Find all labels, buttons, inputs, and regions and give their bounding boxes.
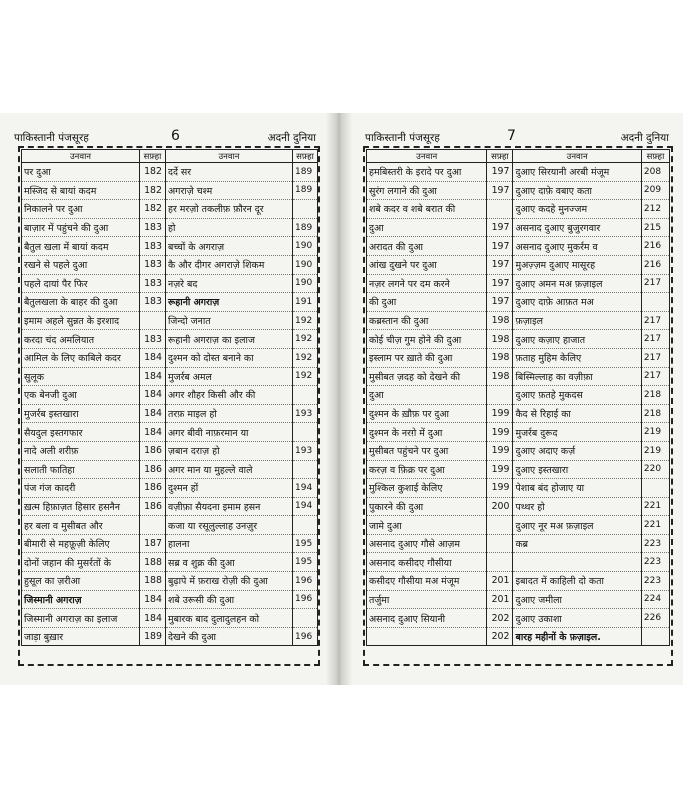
- entry-title: पहले दायां पैर फिर: [22, 274, 140, 293]
- entry-title: फ़ज़ाइल: [513, 311, 641, 330]
- entry-page: [487, 516, 513, 535]
- table-row: [22, 237, 318, 256]
- left-page: [6, 126, 324, 666]
- entry-page: 226: [641, 609, 669, 628]
- entry-title: जिन्दो जनात: [166, 311, 293, 330]
- entry-page: 189: [293, 163, 318, 182]
- entry-title: नादे अली शरीफ़: [22, 441, 140, 460]
- entry-title: इमाम अहले सुन्नत के इरशाद: [22, 311, 140, 330]
- entry-page: 184: [140, 423, 166, 442]
- entry-title: एक बेनजी दुआ: [22, 386, 140, 405]
- entry-page: 223: [641, 572, 669, 591]
- entry-title: पेशाब बंद होजाए या: [513, 479, 641, 498]
- entry-page: 201: [487, 572, 513, 591]
- entry-page: 199: [487, 404, 513, 423]
- entry-page: 217: [641, 274, 669, 293]
- entry-page: 217: [641, 311, 669, 330]
- left-running-right: अदनी दुनिया: [267, 132, 316, 144]
- entry-page: 220: [641, 460, 669, 479]
- entry-page: 219: [641, 423, 669, 442]
- entry-page: 183: [140, 218, 166, 237]
- entry-title: देखने की दुआ: [166, 627, 293, 646]
- entry-page: 187: [140, 534, 166, 553]
- entry-page: 224: [641, 590, 669, 609]
- entry-title: आंख दुखने पर दुआ: [367, 255, 487, 274]
- entry-page: [293, 200, 318, 219]
- entry-page: 184: [140, 348, 166, 367]
- entry-title: [367, 627, 487, 646]
- entry-title: बाज़ार में पहुंचने की दुआ: [22, 218, 140, 237]
- table-row: [22, 572, 318, 591]
- entry-page: 183: [140, 293, 166, 312]
- entry-title: दुआए जमीला: [513, 590, 641, 609]
- entry-page: [140, 516, 166, 535]
- entry-page: 192: [293, 348, 318, 367]
- entry-title: मुश्किल कुशाई केलिए: [367, 479, 487, 498]
- right-running-title: पाकिस्तानी पंजसूरह: [365, 132, 440, 144]
- table-row: [367, 218, 670, 237]
- table-row: [22, 609, 318, 628]
- entry-page: 200: [487, 497, 513, 516]
- entry-page: [641, 293, 669, 312]
- entry-title: अरादत की दुआ: [367, 237, 487, 256]
- table-row: [367, 348, 670, 367]
- entry-page: 192: [293, 330, 318, 349]
- entry-title: दुश्मन को दोस्त बनाने का: [166, 348, 293, 367]
- entry-page: [487, 553, 513, 572]
- table-row: [22, 293, 318, 312]
- entry-page: 215: [641, 218, 669, 237]
- entry-title: हमबिस्तरी के इरादे पर दुआ: [367, 163, 487, 182]
- entry-title: नज़र लगने पर दम करने: [367, 274, 487, 293]
- entry-title: बैतुलखला के बाहर की दुआ: [22, 293, 140, 312]
- entry-title: मुसीबत ज़दह को देखने की: [367, 367, 487, 386]
- entry-page: 188: [140, 572, 166, 591]
- table-row: [367, 367, 670, 386]
- entry-page: [641, 627, 669, 646]
- entry-page: [487, 200, 513, 219]
- entry-title: मस्जिद से बायां कदम: [22, 181, 140, 200]
- right-running-right: अदनी दुनिया: [620, 132, 669, 144]
- entry-title: रूहानी अगराज़: [166, 293, 293, 312]
- entry-page: 184: [140, 590, 166, 609]
- entry-page: 216: [641, 237, 669, 256]
- entry-title: दुआ: [367, 218, 487, 237]
- entry-title: अगर मान या मुहल्ले वाले: [166, 460, 293, 479]
- entry-title: पंज गंज कादरी: [22, 479, 140, 498]
- table-row: [22, 404, 318, 423]
- entry-title: दुआए अदाए कर्ज़: [513, 441, 641, 460]
- entry-title: सलाती फातिहा: [22, 460, 140, 479]
- entry-page: 202: [487, 609, 513, 628]
- entry-title: दुआ: [367, 386, 487, 405]
- entry-page: 186: [140, 460, 166, 479]
- entry-title: जामे दुआ: [367, 516, 487, 535]
- entry-page: 197: [487, 163, 513, 182]
- entry-page: 218: [641, 404, 669, 423]
- entry-page: 223: [641, 534, 669, 553]
- table-row: [22, 460, 318, 479]
- entry-page: 217: [641, 330, 669, 349]
- entry-title: मुजर्रब दुरूद: [513, 423, 641, 442]
- entry-page: 184: [140, 404, 166, 423]
- entry-title: अगराज़े चश्म: [166, 181, 293, 200]
- entry-title: हो: [166, 218, 293, 237]
- table-row: [22, 348, 318, 367]
- entry-title: जिस्मानी अगराज़: [22, 590, 140, 609]
- entry-title: रूहानी अगराज़ का इलाज: [166, 330, 293, 349]
- entry-title: असनाद दुआए मुकर्रम व: [513, 237, 641, 256]
- entry-title: बीमारी से महफ़ूज़ी केलिए: [22, 534, 140, 553]
- entry-page: 223: [641, 553, 669, 572]
- entry-page: 193: [293, 441, 318, 460]
- entry-title: दुश्मन के ख़ौफ़ पर दुआ: [367, 404, 487, 423]
- entry-page: 190: [293, 274, 318, 293]
- entry-title: सैयदुल इस्तगफार: [22, 423, 140, 442]
- entry-page: 184: [140, 367, 166, 386]
- entry-title: सुलूक: [22, 367, 140, 386]
- entry-page: [293, 460, 318, 479]
- entry-page: 189: [293, 218, 318, 237]
- table-row: [367, 404, 670, 423]
- entry-title: रखने से पहले दुआ: [22, 255, 140, 274]
- column-header-page: सफ़्हा: [140, 150, 166, 163]
- entry-page: 182: [140, 163, 166, 182]
- table-row: [22, 200, 318, 219]
- entry-page: 197: [487, 274, 513, 293]
- table-row: [22, 330, 318, 349]
- entry-title: अगर शौहर किसी और की: [166, 386, 293, 405]
- table-row: [22, 590, 318, 609]
- entry-title: तरफ़ माइल हो: [166, 404, 293, 423]
- table-row: [22, 516, 318, 535]
- entry-title: जिस्मानी अगराज़ का इलाज: [22, 609, 140, 628]
- entry-page: 221: [641, 497, 669, 516]
- entry-title: दुश्मन के नरग़े में दुआ: [367, 423, 487, 442]
- entry-page: 196: [293, 572, 318, 591]
- entry-title: दुआए कदहे मुनज्जम: [513, 200, 641, 219]
- entry-title: बच्चों के अगराज़: [166, 237, 293, 256]
- table-row: [367, 572, 670, 591]
- table-row: [367, 423, 670, 442]
- entry-title: दुआए नूर मअ फ़ज़ाइल: [513, 516, 641, 535]
- entry-page: [293, 423, 318, 442]
- table-row: [367, 627, 670, 646]
- table-row: [22, 441, 318, 460]
- entry-title: दुआए फ़तहे मुकदस: [513, 386, 641, 405]
- table-row: [367, 386, 670, 405]
- entry-page: 196: [293, 590, 318, 609]
- table-row: [22, 423, 318, 442]
- entry-page: 186: [140, 497, 166, 516]
- entry-title: ख़त्म हिफ़ाज़त हिसार हसनैन: [22, 497, 140, 516]
- entry-page: 183: [140, 255, 166, 274]
- entry-page: 184: [140, 609, 166, 628]
- entry-title: असनाद दुआए सियानी: [367, 609, 487, 628]
- entry-page: 197: [487, 237, 513, 256]
- left-page-header: [6, 126, 324, 146]
- entry-page: 183: [140, 237, 166, 256]
- table-row: [367, 163, 670, 182]
- entry-title: दुआए दाफ़े आफ़त मअ: [513, 293, 641, 312]
- entry-title: कजा या रसूलुल्लाह उनज़ुर: [166, 516, 293, 535]
- entry-title: दुआए इस्तखारा: [513, 460, 641, 479]
- table-row: [367, 516, 670, 535]
- entry-page: 190: [293, 237, 318, 256]
- table-row: [367, 609, 670, 628]
- table-row: [367, 237, 670, 256]
- entry-title: मुसीबत पहुंचने पर दुआ: [367, 441, 487, 460]
- entry-page: 198: [487, 348, 513, 367]
- entry-title: कसीदए गौसीया मअ मंजूम: [367, 572, 487, 591]
- entry-page: 192: [293, 311, 318, 330]
- entry-title: बिस्मिल्लाह का वज़ीफ़ा: [513, 367, 641, 386]
- entry-title: इस्लाम पर ख़ाते की दुआ: [367, 348, 487, 367]
- table-row: [22, 218, 318, 237]
- right-page-number: 7: [507, 128, 516, 144]
- entry-title: आमिल के लिए काबिले कदर: [22, 348, 140, 367]
- entry-page: [293, 516, 318, 535]
- entry-title: करदा चंद अमलियात: [22, 330, 140, 349]
- entry-page: 198: [487, 330, 513, 349]
- entry-title: कै और दीगर अगराज़े शिकम: [166, 255, 293, 274]
- entry-page: 216: [641, 255, 669, 274]
- entry-title: पथ्थर हो: [513, 497, 641, 516]
- entry-title: हुसूल का ज़रीआ: [22, 572, 140, 591]
- table-row: [367, 274, 670, 293]
- entry-page: 208: [641, 163, 669, 182]
- entry-title: दोनों जहान की मुसर्रतों के: [22, 553, 140, 572]
- entry-page: 212: [641, 200, 669, 219]
- table-row: [367, 200, 670, 219]
- entry-title: मुअज़्ज़म दुआए मासूरह: [513, 255, 641, 274]
- entry-page: 193: [293, 404, 318, 423]
- entry-page: [293, 609, 318, 628]
- entry-title: असनाद दुआए गौसे आज़म: [367, 534, 487, 553]
- entry-page: 197: [487, 218, 513, 237]
- entry-title: निकालने पर दुआ: [22, 200, 140, 219]
- table-row: [22, 627, 318, 646]
- right-index-table: [366, 149, 670, 646]
- entry-title: मुजर्रब इस्तखारा: [22, 404, 140, 423]
- entry-page: 189: [140, 627, 166, 646]
- entry-page: 218: [641, 386, 669, 405]
- table-row: [22, 553, 318, 572]
- column-header-title: उनवान: [367, 150, 487, 163]
- entry-page: 195: [293, 534, 318, 553]
- column-header-title: उनवान: [22, 150, 140, 163]
- entry-page: 221: [641, 516, 669, 535]
- entry-page: 209: [641, 181, 669, 200]
- table-row: [22, 163, 318, 182]
- entry-page: 197: [487, 181, 513, 200]
- entry-title: कैद से रिहाई का: [513, 404, 641, 423]
- entry-title: नज़रे बद: [166, 274, 293, 293]
- entry-title: कोई चीज़ गुम होने की दुआ: [367, 330, 487, 349]
- entry-page: 182: [140, 200, 166, 219]
- entry-title: दर्दे सर: [166, 163, 293, 182]
- table-row: [22, 386, 318, 405]
- entry-title: दुश्मन हों: [166, 479, 293, 498]
- right-page-header: [357, 126, 677, 146]
- column-header-page: सफ़्हा: [293, 150, 318, 163]
- table-row: [367, 497, 670, 516]
- entry-title: सब्र व शुक्र की दुआ: [166, 553, 293, 572]
- entry-page: 217: [641, 367, 669, 386]
- entry-title: [513, 553, 641, 572]
- entry-title: फ़ताह मुहिम केलिए: [513, 348, 641, 367]
- entry-title: पुकारने की दुआ: [367, 497, 487, 516]
- right-table-body: [367, 163, 670, 646]
- entry-page: 183: [140, 330, 166, 349]
- entry-page: 202: [487, 627, 513, 646]
- entry-title: इबादत में काहिली दो कता: [513, 572, 641, 591]
- entry-title: हर मरज़ो तकलीफ़ फ़ौरन दूर: [166, 200, 293, 219]
- entry-page: 182: [140, 181, 166, 200]
- entry-title: असनाद कसीदए गौसीया: [367, 553, 487, 572]
- table-row: [22, 479, 318, 498]
- entry-page: 197: [487, 255, 513, 274]
- entry-page: [641, 479, 669, 498]
- entry-title: ज़बान दराज़ हो: [166, 441, 293, 460]
- entry-title: शबे उरूसी की दुआ: [166, 590, 293, 609]
- entry-title: की दुआ: [367, 293, 487, 312]
- entry-page: [293, 386, 318, 405]
- entry-page: 192: [293, 367, 318, 386]
- entry-title: बुढ़ापे में फ़राख रोज़ी की दुआ: [166, 572, 293, 591]
- entry-page: 198: [487, 311, 513, 330]
- left-table-body: [22, 163, 318, 646]
- left-index-table: [21, 149, 318, 646]
- right-page: [357, 126, 677, 666]
- entry-page: 199: [487, 460, 513, 479]
- entry-page: 199: [487, 441, 513, 460]
- entry-page: 194: [293, 497, 318, 516]
- entry-title: दुआए अमन मअ फ़ज़ाइल: [513, 274, 641, 293]
- entry-page: 186: [140, 441, 166, 460]
- table-row: [22, 534, 318, 553]
- entry-page: 191: [293, 293, 318, 312]
- entry-page: 189: [293, 181, 318, 200]
- entry-title: बारह महीनों के फ़ज़ाइल.: [513, 627, 641, 646]
- entry-page: 188: [140, 553, 166, 572]
- column-header-page: सफ़्हा: [641, 150, 669, 163]
- table-row: [367, 441, 670, 460]
- table-row: [367, 553, 670, 572]
- entry-page: [487, 534, 513, 553]
- table-row: [367, 460, 670, 479]
- column-header-title: उनवान: [166, 150, 293, 163]
- entry-page: 183: [140, 274, 166, 293]
- left-table-header: [22, 150, 318, 163]
- entry-page: 199: [487, 479, 513, 498]
- entry-title: कब्र: [513, 534, 641, 553]
- entry-page: 199: [487, 423, 513, 442]
- entry-page: 217: [641, 348, 669, 367]
- table-row: [367, 311, 670, 330]
- table-row: [367, 534, 670, 553]
- entry-page: 196: [293, 627, 318, 646]
- entry-page: 190: [293, 255, 318, 274]
- entry-title: बैतुल खला में बायां कदम: [22, 237, 140, 256]
- entry-page: 219: [641, 441, 669, 460]
- entry-page: [487, 386, 513, 405]
- entry-title: जाड़ा बुख़ार: [22, 627, 140, 646]
- entry-title: असनाद दुआए बुजुरगवार: [513, 218, 641, 237]
- entry-title: मुबारक बाद दुलादुलहन को: [166, 609, 293, 628]
- table-row: [367, 181, 670, 200]
- table-row: [22, 274, 318, 293]
- entry-page: 197: [487, 293, 513, 312]
- entry-page: [140, 311, 166, 330]
- entry-page: 198: [487, 367, 513, 386]
- entry-title: पर दुआ: [22, 163, 140, 182]
- entry-title: तर्जुमा: [367, 590, 487, 609]
- entry-title: दुआए दाफ़े वबाए कता: [513, 181, 641, 200]
- entry-title: मुजर्रब अमल: [166, 367, 293, 386]
- right-table-frame: [363, 146, 673, 666]
- table-row: [367, 330, 670, 349]
- entry-title: हर बला व मुसीबत और: [22, 516, 140, 535]
- left-page-number: 6: [171, 128, 180, 144]
- entry-title: कब्रस्तान की दुआ: [367, 311, 487, 330]
- table-row: [367, 479, 670, 498]
- left-running-title: पाकिस्तानी पंजसूरह: [14, 132, 89, 144]
- entry-title: दुआए उकाशा: [513, 609, 641, 628]
- entry-title: करज़ व फ़िक्र पर दुआ: [367, 460, 487, 479]
- table-row: [367, 255, 670, 274]
- entry-title: शबे कदर व शबे बरात की: [367, 200, 487, 219]
- book-gutter: [325, 113, 353, 685]
- left-table-frame: [18, 146, 320, 666]
- entry-title: दुआए सिरयानी अरबी मंजूम: [513, 163, 641, 182]
- entry-page: 184: [140, 386, 166, 405]
- entry-page: 195: [293, 553, 318, 572]
- entry-title: दुआए कज़ाए हाजात: [513, 330, 641, 349]
- entry-page: 194: [293, 479, 318, 498]
- table-row: [367, 293, 670, 312]
- table-row: [22, 181, 318, 200]
- entry-page: 201: [487, 590, 513, 609]
- table-row: [22, 497, 318, 516]
- table-row: [22, 311, 318, 330]
- entry-title: सुरंग लगाने की दुआ: [367, 181, 487, 200]
- entry-title: हालना: [166, 534, 293, 553]
- entry-page: 186: [140, 479, 166, 498]
- table-row: [22, 367, 318, 386]
- table-row: [22, 255, 318, 274]
- table-row: [367, 590, 670, 609]
- right-table-header: [367, 150, 670, 163]
- column-header-page: सफ़्हा: [487, 150, 513, 163]
- column-header-title: उनवान: [513, 150, 641, 163]
- entry-title: वज़ीफ़ा सैयदना इमाम हसन: [166, 497, 293, 516]
- entry-title: अगर बीवी नाफ़रमान या: [166, 423, 293, 442]
